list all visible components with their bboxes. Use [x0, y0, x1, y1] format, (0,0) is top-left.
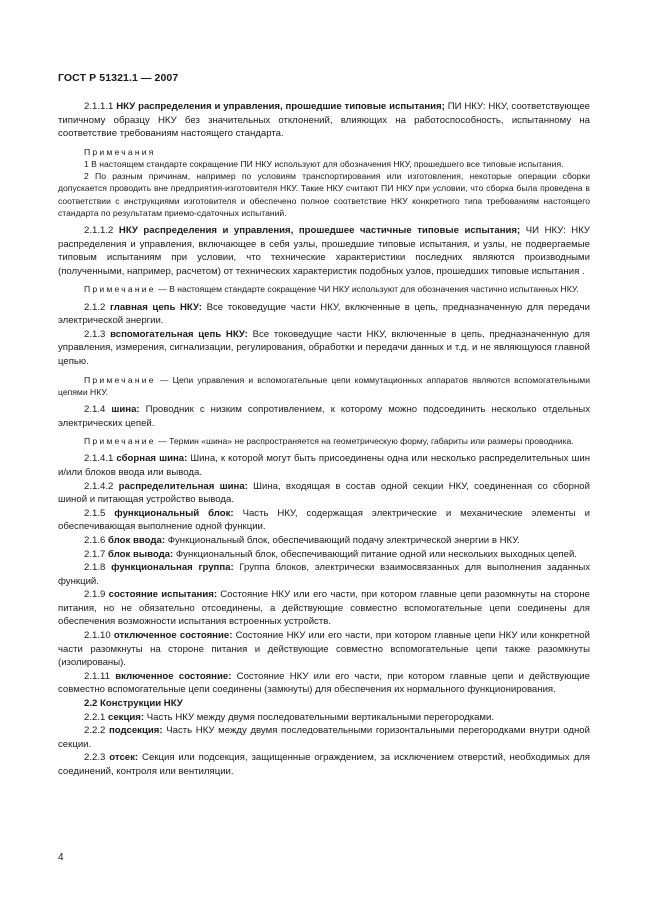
clause-text: Все токоведущие части НКУ, включенные в цепь, предназначенную для передачи электрической энергии.: [58, 301, 590, 327]
clause-text: Шина, к которой могут быть присоединены одна или несколько распределительных шин и/или блоков ввода или вывода.: [58, 453, 591, 478]
clause-term: включенное состояние:: [115, 670, 232, 682]
clause-term: распределительная шина:: [118, 480, 248, 492]
clause-2-1-5: [58, 507, 590, 534]
clause-text: Часть НКУ, содержащая электрические и механические элементы и обеспечивающая выполнение одной функции.: [58, 507, 590, 533]
clause-2-1-10: [58, 629, 590, 670]
clause-number: 2.2.2: [84, 725, 106, 737]
clause-text: Часть НКУ между двумя последовательными горизонтальными перегородками внутри одной секции.: [58, 725, 590, 750]
clause-number: 2.2.3: [84, 752, 106, 764]
clause-text: ЧИ НКУ: НКУ распределения и управления, включающее в себя узлы, прошедшие типовые испытания, и узлы, не подвергаемые типовым испытаниям при условии, что технические характеристики последних являются производными (полученными, например, расчетом) от технических характеристик подобных узлов, прошедших типовые испытания .: [58, 225, 590, 277]
note-text: — Цепи управления и вспомогательные цепи коммутационных аппаратов являются вспомогательными цепями НКУ.: [58, 374, 590, 397]
clause-number: 2.1.4.2: [84, 480, 114, 492]
clause-term: отсек:: [109, 752, 139, 764]
clause-text: Состояние НКУ или его части, при котором главные цепи и действующие совместно вспомогательные цепи соединены (замкнуты) для обеспечения их нормального функционирования.: [58, 670, 590, 696]
clause-number: 2.1.1.1: [84, 101, 114, 112]
clause-2-1-6: [58, 534, 590, 548]
clause-text: Проводник с низким сопротивлением, к которому можно подсоединить несколько отдельных электрических цепей.: [58, 403, 590, 429]
clause-term: вспомогательная цепь НКУ:: [110, 328, 248, 340]
clause-term: блок вывода:: [108, 548, 174, 560]
section-heading-2-2: 2.2 Конструкции НКУ: [84, 698, 183, 710]
note-heading: Примечание: [84, 374, 156, 385]
clause-2-1-2: [58, 301, 590, 328]
clause-text: Функциональный блок, обеспечивающий подачу электрической энергии в НКУ.: [165, 534, 520, 546]
clause-2-1-1-2: [58, 224, 590, 278]
page-body: [58, 100, 590, 779]
clause-number: 2.1.10: [84, 630, 111, 642]
clause-term: состояние испытания:: [108, 589, 218, 601]
clause-term: сборная шина:: [116, 453, 188, 465]
clause-2-1-11: [58, 670, 590, 697]
clause-2-1-3: [58, 328, 590, 369]
clause-2-2-2: [58, 724, 590, 751]
clause-text: Группа блоков, электрически взаимосвязанных для выполнения заданных функций.: [58, 562, 591, 587]
clause-term: секция:: [108, 711, 145, 723]
notes-block: [58, 146, 590, 219]
clause-2-1-4-2: [58, 480, 590, 507]
clause-text: ПИ НКУ: НКУ, соответствующее типичному образцу НКУ без значительных отклонений, влияющих на работоспособность, испытанному на соответствие требованиям настоящего стандарта.: [58, 101, 590, 140]
clause-number: 2.1.8: [84, 562, 106, 574]
clause-term: отключенное состояние:: [113, 630, 233, 642]
note-control-circuits: [58, 374, 590, 398]
clause-2-1-1-1: [58, 100, 590, 141]
clause-term: функциональный блок:: [114, 507, 234, 519]
clause-term: функциональная группа:: [111, 562, 234, 574]
clause-number: 2.1.4.1: [84, 453, 114, 465]
note-heading: Примечание: [84, 284, 156, 295]
page-number: 4: [58, 852, 64, 863]
clause-2-2-1: [58, 711, 590, 725]
note-text: — Термин «шина» не распространяется на геометрическую форму, габариты или размеры проводника.: [155, 436, 574, 447]
clause-text: Часть НКУ между двумя последовательными вертикальными перегородками.: [144, 711, 495, 723]
note-1: 1 В настоящем стандарте сокращение ПИ НКУ используют для обозначения НКУ, прошедшего все типовые испытания.: [84, 158, 564, 169]
clause-number: 2.1.2: [84, 301, 106, 313]
clause-text: Состояние НКУ или его части, при котором главные цепи НКУ или конкретной части разомкнуты на стороне питания и действующие совместно вспомогательные цепи также разомкнуты (изолированы).: [58, 630, 590, 669]
note-text: — В настоящем стандарте сокращение ЧИ НКУ используют для обозначения частично испытанных НКУ.: [155, 284, 579, 295]
clause-2-1-4-1: [58, 452, 590, 479]
clause-number: 2.1.4: [84, 403, 106, 415]
note-2: 2 По разным причинам, например по условиям транспортирования или изготовления, некоторые операции сборки допускается проводить вне предприятия-изготовителя НКУ. Такие НКУ считают ПИ НКУ при условии, что сборка была проведена в соответствии с инструкциями изготовителя и обеспечено полное соответствие НКУ конкретного типа требованиям настоящего стандарта по результатам приемо-сдаточных испытаний.: [58, 171, 590, 218]
clause-term: главная цепь НКУ:: [109, 301, 202, 313]
clause-number: 2.1.9: [84, 589, 106, 601]
clause-number: 2.1.5: [84, 507, 106, 519]
clause-number: 2.1.11: [84, 670, 110, 682]
clause-2-1-8: [58, 561, 590, 588]
clause-text: Состояние НКУ или его части, при котором главные цепи разомкнуты на стороне питания, но не обязательно отсоединены, а действующие совместно вспомогательные цепи соединены для обеспечения возможности испытания встроенных устройств.: [58, 589, 590, 628]
clause-text: Секция или подсекция, защищенные ограждением, за исключением отверстий, необходимых для соединений, контроля или вентиляции.: [58, 752, 590, 777]
clause-text: Шина, входящая в состав одной секции НКУ, соединенная со сборной шиной и питающая устройство вывода.: [58, 480, 590, 506]
clause-term: НКУ распределения и управления, прошедшее частичные типовые испытания;: [118, 225, 521, 236]
clause-number: 2.2.1: [84, 711, 106, 723]
clause-number: 2.1.7: [84, 548, 106, 560]
note-heading: Примечание: [84, 436, 156, 447]
clause-number: 2.1.3: [84, 328, 106, 340]
clause-term: подсекция:: [109, 725, 163, 737]
clause-text: Все токоведущие части НКУ, включенные в цепь, предназначенную для управления, измерения, сигнализации, регулирования, обработки и передачи данных и т.д. и не являющуюся главной цепью.: [58, 328, 590, 367]
notes-heading: Примечания: [84, 146, 156, 157]
clause-text: Функциональный блок, обеспечивающий питание одной или нескольких выходных цепей.: [173, 548, 577, 560]
clause-term: блок ввода:: [108, 534, 166, 546]
note-busbar: [58, 435, 590, 447]
clause-2-2-3: [58, 751, 590, 778]
clause-2-1-7: [58, 548, 590, 562]
note-partial-tested: [58, 283, 590, 295]
clause-term: НКУ распределения и управления, прошедшие типовые испытания;: [116, 101, 445, 112]
clause-term: шина:: [111, 403, 140, 415]
clause-2-1-4: [58, 403, 590, 430]
clause-2-1-9: [58, 588, 590, 629]
clause-number: 2.1.6: [84, 534, 106, 546]
clause-number: 2.1.1.2: [84, 225, 114, 236]
document-header: ГОСТ Р 51321.1 — 2007: [58, 72, 179, 84]
